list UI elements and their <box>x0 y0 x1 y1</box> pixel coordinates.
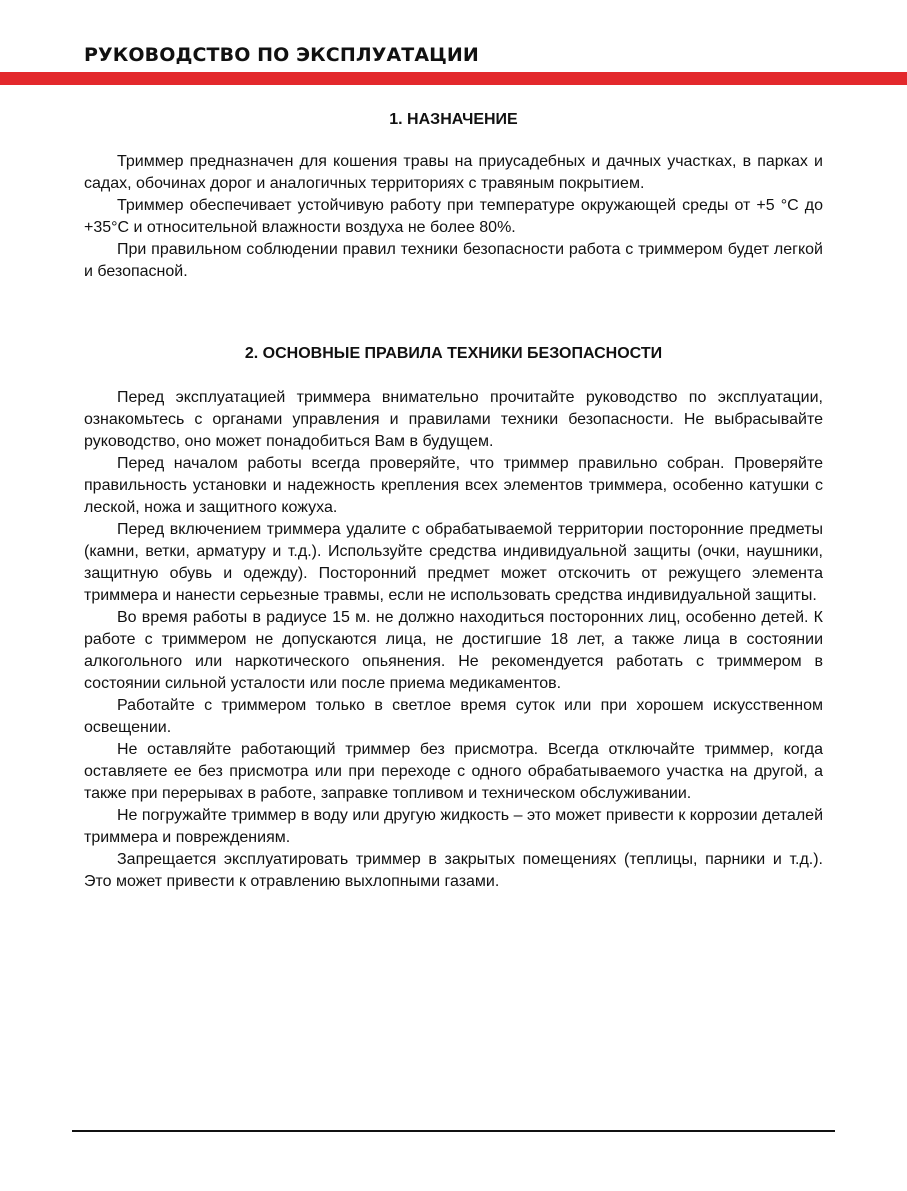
section-1-paragraph: Триммер предназначен для кошения травы на приусадебных и дачных участках, в парках и садах, обочинах дорог и аналогичных территориях с травяным покрытием. <box>84 153 823 192</box>
section-2-paragraph: Перед началом работы всегда проверяйте, что триммер правильно собран. Проверяйте правильность установки и надежность крепления всех элементов триммера, особенно катушки с леской, ножа и защитного кожуха. <box>84 455 823 516</box>
section-1-paragraph: При правильном соблюдении правил техники безопасности работа с триммером будет легкой и безопасной. <box>84 241 823 280</box>
section-2-paragraph: Не оставляйте работающий триммер без присмотра. Всегда отключайте триммер, когда оставляете ее без присмотра или при переходе с одного обрабатываемого участка на другой, а также при перерывах в работе, заправке топливом и техническом обслуживании. <box>84 741 823 802</box>
header-accent-bar <box>0 72 907 85</box>
document-header-title: РУКОВОДСТВО ПО ЭКСПЛУАТАЦИИ <box>84 44 479 66</box>
section-1-title: 1. НАЗНАЧЕНИЕ <box>389 111 518 128</box>
section-2-paragraph: Перед эксплуатацией триммера внимательно прочитайте руководство по эксплуатации, ознакомьтесь с органами управления и правилами техники безопасности. Не выбрасывайте руководство, оно может понадобиться Вам в будущем. <box>84 389 823 450</box>
document-body <box>84 105 823 893</box>
section-1-paragraph: Триммер обеспечивает устойчивую работу при температуре окружающей среды от +5 °С до +35°С и относительной влажности воздуха не более 80%. <box>84 197 823 236</box>
section-2-title: 2. ОСНОВНЫЕ ПРАВИЛА ТЕХНИКИ БЕЗОПАСНОСТИ <box>244 345 663 362</box>
section-2-paragraph: Перед включением триммера удалите с обрабатываемой территории посторонние предметы (камни, ветки, арматуру и т.д.). Используйте средства индивидуальной защиты (очки, наушники, защитную обувь и одежду). Посторонний предмет может отскочить от режущего элемента триммера и нанести серьезные травмы, если не использовать средства индивидуальной защиты. <box>84 521 823 604</box>
footer-divider <box>72 1130 835 1132</box>
section-2-paragraph: Не погружайте триммер в воду или другую жидкость – это может привести к коррозии деталей триммера и повреждениям. <box>84 807 823 846</box>
section-2-paragraph: Работайте с триммером только в светлое время суток или при хорошем искусственном освещении. <box>84 697 823 736</box>
section-2-paragraph: Запрещается эксплуатировать триммер в закрытых помещениях (теплицы, парники и т.д.). Это может привести к отравлению выхлопными газами. <box>84 851 823 890</box>
section-2-paragraph: Во время работы в радиусе 15 м. не должно находиться посторонних лиц, особенно детей. К работе с триммером не допускаются лица, не достигшие 18 лет, а также лица в состоянии алкогольного или наркотического опьянения. Не рекомендуется работать с триммером в состоянии сильной усталости или после приема медикаментов. <box>84 609 823 692</box>
